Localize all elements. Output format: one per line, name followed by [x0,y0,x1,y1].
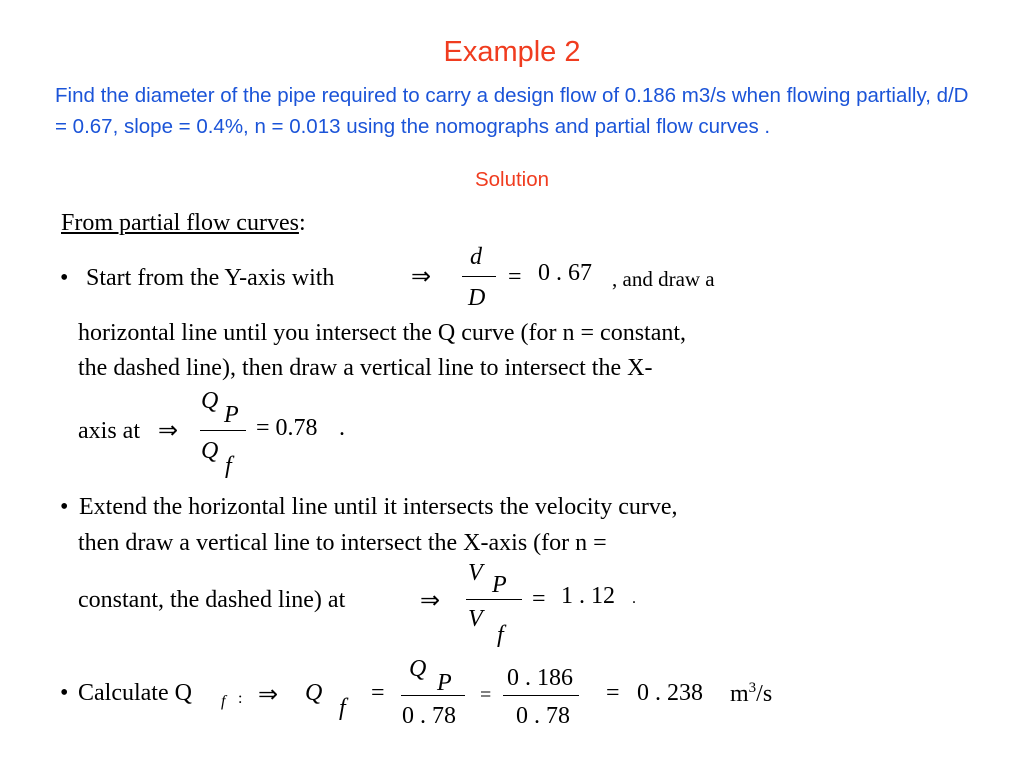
step3-value: 0 . 238 [637,680,703,706]
step2-eq: = [532,586,546,612]
step1-line4: axis at [78,418,140,444]
step1-frac-num: d [470,244,482,270]
step1-qf-den: Q [201,438,219,464]
step2-line2: then draw a vertical line to intersect the X-axis (for n = [78,530,607,556]
section-heading [61,210,306,237]
implies-arrow-icon: ⇒ [411,264,432,290]
step3-f1-num-sub: P [437,670,452,696]
step3-label: Calculate Q [78,680,192,706]
step1-qp-num: Q [201,388,219,414]
step3-eq1: = [371,680,385,706]
step1-line3: the dashed line), then draw a vertical line to intersect the X- [78,355,653,381]
step3-unit-rest: /s [756,681,773,707]
step1-line2: horizontal line until you intersect the Q curve (for n = constant, [78,320,687,346]
step2-line1: Extend the horizontal line until it intersects the velocity curve, [79,494,678,520]
step1-value2: = 0.78 [256,415,318,441]
step3-f2-line [503,695,579,696]
step3-colon: : [238,690,243,707]
step1-text: Start from the Y-axis with [86,265,335,291]
slide-title: Example 2 [443,36,581,68]
step1-period: . [339,415,345,441]
step3-unit [730,680,772,708]
step1-qp-sub: P [224,402,239,428]
step1-qf-sub: f [225,453,232,479]
step1-qp-line [200,430,246,431]
problem-statement: Find the diameter of the pipe required to carry a design flow of 0.186 m3/s when flowing partially, d/D = 0.67, slope = 0.4%, n = 0.013 using the nomographs and partial flow curves . [55,84,969,138]
implies-arrow-icon: ⇒ [258,682,279,708]
step3-lhs: Q [305,680,323,706]
step2-vp-num: V [468,560,483,586]
step2-vp-line [466,599,522,600]
step3-bullet: • [60,680,69,706]
step1-bullet: • [60,265,69,291]
step1-value: 0 . 67 [538,260,592,286]
step3-f2-num: 0 . 186 [507,665,573,691]
heading-colon: : [298,210,306,236]
step2-bullet: • [60,494,69,520]
step2-vf-den: V [468,606,483,632]
heading-text: From partial flow curves [61,210,299,236]
step3-unit-m: m [730,681,749,707]
step3-f1-line [401,695,465,696]
step3-label-sub: f [221,693,226,710]
step3-f1-num: Q [409,656,427,682]
implies-arrow-icon: ⇒ [158,418,179,444]
step2-line3: constant, the dashed line) at [78,587,346,613]
step3-unit-exp: 3 [748,680,757,696]
step3-lhs-sub: f [339,695,346,721]
step3-eq3: = [606,680,620,706]
step3-f2-den: 0 . 78 [516,703,570,729]
step1-frac-den: D [468,285,486,311]
solution-label: Solution [474,168,550,191]
step1-frac-line [462,276,496,277]
step1-tail: , and draw a [612,267,715,291]
step2-period: . [632,590,636,607]
step2-vf-sub: f [497,622,504,648]
step3-eq2: = [480,684,492,706]
implies-arrow-icon: ⇒ [420,588,441,614]
step1-eq: = [508,264,522,290]
step3-f1-den: 0 . 78 [402,703,456,729]
step2-value: 1 . 12 [561,583,615,609]
step2-vp-sub: P [492,572,507,598]
